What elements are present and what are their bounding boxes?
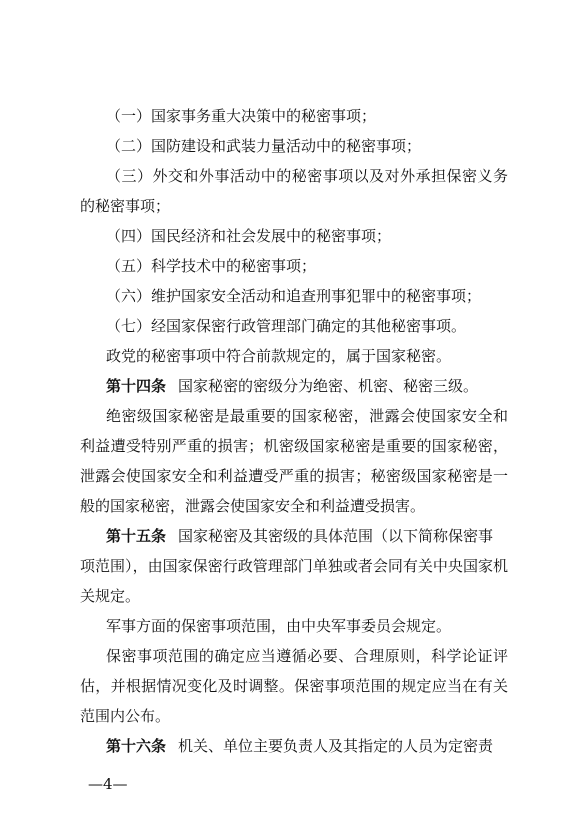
list-item-5: （五）科学技术中的秘密事项； [106, 257, 317, 275]
article-15-line-2: 项范围），由国家保密行政管理部门单独或者会同有关中央国家机 [80, 557, 508, 575]
paragraph-levels-line-2: 利益遭受特别严重的损害；机密级国家秘密是重要的国家秘密， [80, 437, 508, 455]
article-14-text: 国家秘密的密级分为绝密、机密、秘密三级。 [178, 377, 479, 395]
paragraph-scope-line-1: 保密事项范围的确定应当遵循必要、合理原则，科学论证评 [106, 647, 508, 665]
page-number: —4— [88, 775, 128, 793]
article-16-line-1 [106, 736, 493, 756]
paragraph-levels-line-1: 绝密级国家秘密是最重要的国家秘密，泄露会使国家安全和 [106, 407, 508, 425]
paragraph-military: 军事方面的保密事项范围，由中央军事委员会规定。 [106, 617, 452, 635]
article-15-heading: 第十五条 [106, 527, 167, 545]
article-15-line-3: 关规定。 [80, 587, 141, 605]
list-item-4: （四）国民经济和社会发展中的秘密事项； [106, 227, 392, 245]
article-14-line-1 [106, 376, 478, 396]
paragraph-scope-line-2: 估，并根据情况变化及时调整。保密事项范围的规定应当在有关 [80, 677, 508, 695]
article-14-heading: 第十四条 [106, 377, 167, 395]
list-item-7: （七）经国家保密行政管理部门确定的其他秘密事项。 [106, 317, 467, 335]
paragraph-party-secrets: 政党的秘密事项中符合前款规定的，属于国家秘密。 [106, 347, 452, 365]
list-item-2: （二）国防建设和武装力量活动中的秘密事项； [106, 137, 422, 155]
list-item-6: （六）维护国家安全活动和追查刑事犯罪中的秘密事项； [106, 287, 482, 305]
paragraph-scope-line-3: 范围内公布。 [80, 707, 171, 725]
article-15-line-1 [106, 526, 508, 546]
article-16-text: 机关、单位主要负责人及其指定的人员为定密责 [178, 737, 494, 755]
list-item-1: （一）国家事务重大决策中的秘密事项； [106, 107, 377, 125]
paragraph-levels-line-3: 泄露会使国家安全和利益遭受严重的损害；秘密级国家秘密是一 [80, 467, 508, 485]
article-16-heading: 第十六条 [106, 737, 167, 755]
paragraph-levels-line-4: 般的国家秘密，泄露会使国家安全和利益遭受损害。 [80, 497, 426, 515]
list-item-3-line-1: （三）外交和外事活动中的秘密事项以及对外承担保密义务 [106, 167, 508, 185]
list-item-3-line-2: 的秘密事项； [80, 197, 171, 215]
article-15-text: 国家秘密及其密级的具体范围（以下简称保密事 [178, 527, 494, 545]
